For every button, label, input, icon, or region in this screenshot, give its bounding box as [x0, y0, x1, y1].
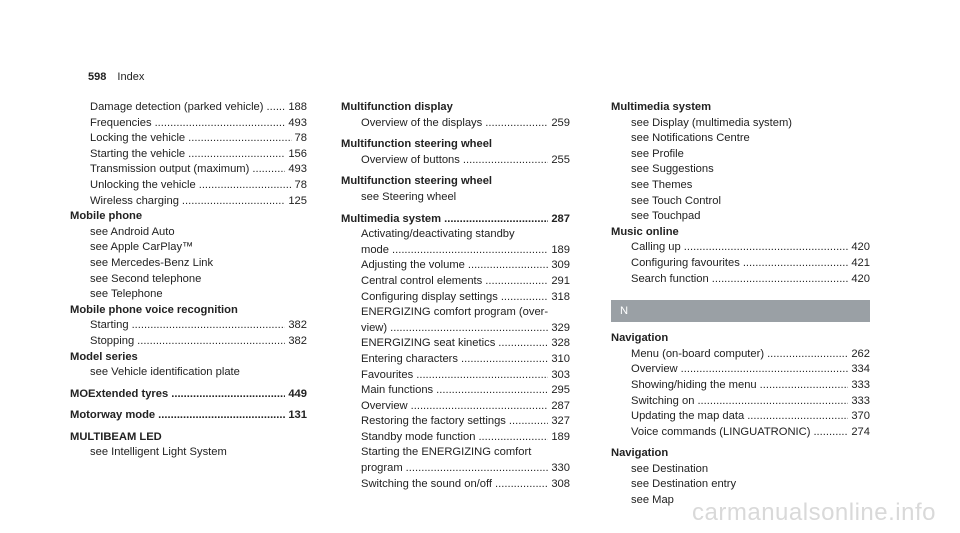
entry-text: Voice commands (LINGUATRONIC) — [631, 425, 811, 438]
entry-text: Switching on — [631, 394, 695, 407]
page-ref: 420 — [851, 272, 870, 285]
index-entry — [341, 274, 570, 290]
index-heading — [70, 350, 307, 366]
entry-text: see Intelligent Light System — [90, 446, 227, 459]
leader-dots — [436, 383, 548, 399]
leader-dots — [767, 347, 848, 363]
entry-text: Activating/deactivating standby — [361, 228, 515, 241]
entry-text: MOExtended tyres — [70, 387, 169, 400]
leader-dots — [182, 194, 285, 210]
entry-text: Transmission output (maximum) — [90, 163, 250, 176]
entry-text: Overview of buttons — [361, 153, 460, 166]
leader-dots — [712, 272, 849, 288]
page-header — [88, 70, 144, 86]
leader-dots — [485, 116, 548, 132]
page-ref: 318 — [551, 290, 570, 303]
index-entry — [341, 321, 570, 337]
index-entry — [341, 336, 570, 352]
entry-text: Mobile phone — [70, 210, 143, 223]
index-entry — [611, 162, 870, 178]
entry-text: Updating the map data — [631, 410, 745, 423]
page-ref: 255 — [551, 153, 570, 166]
page-ref: 334 — [851, 363, 870, 376]
leader-dots — [392, 243, 548, 259]
entry-text: Starting the vehicle — [90, 147, 186, 160]
entry-text: view) — [361, 321, 388, 334]
entry-text: see Second telephone — [90, 272, 202, 285]
index-entry — [341, 430, 570, 446]
entry-text: Switching the sound on/off — [361, 477, 493, 490]
page-ref: 308 — [551, 477, 570, 490]
leader-dots — [132, 318, 286, 334]
index-entry — [611, 272, 870, 288]
entry-text: Navigation — [611, 447, 669, 460]
index-entry — [611, 256, 870, 272]
entry-text: Unlocking the vehicle — [90, 178, 196, 191]
page-ref: 328 — [551, 337, 570, 350]
page-ref: 131 — [288, 409, 307, 422]
index-column-2 — [341, 100, 570, 492]
index-heading — [341, 100, 570, 116]
entry-text: Overview of the displays — [361, 116, 483, 129]
page-ref: 262 — [851, 347, 870, 360]
entry-text: Mobile phone voice recognition — [70, 303, 238, 316]
entry-text: Locking the vehicle — [90, 132, 186, 145]
leader-dots — [406, 461, 549, 477]
index-entry — [611, 116, 870, 132]
index-entry — [70, 147, 307, 163]
leader-dots — [485, 274, 548, 290]
index-entry — [70, 100, 307, 116]
entry-text: Search function — [631, 272, 709, 285]
index-entry — [70, 116, 307, 132]
page-ref: 382 — [288, 319, 307, 332]
entry-text: ENERGIZING seat kinetics — [361, 337, 496, 350]
entry-text: Configuring favourites — [631, 256, 740, 269]
entry-text: Damage detection (parked vehicle) — [90, 101, 264, 113]
leader-dots — [155, 116, 286, 132]
entry-text: see Android Auto — [90, 225, 175, 238]
watermark: carmanualsonline.info — [692, 499, 936, 527]
index-entry — [70, 162, 307, 178]
index-entry — [70, 334, 307, 350]
index-entry — [341, 414, 570, 430]
entry-text: Adjusting the volume — [361, 259, 465, 272]
index-group-m — [611, 100, 870, 287]
entry-text: see Destination — [631, 462, 709, 475]
entry-text: Frequencies — [90, 116, 152, 129]
index-entry — [611, 178, 870, 194]
entry-text: see Steering wheel — [361, 190, 457, 203]
page-ref: 78 — [294, 178, 307, 191]
index-entry — [70, 365, 307, 381]
index-heading — [611, 225, 870, 241]
entry-text: Overview — [631, 363, 678, 376]
entry-text: Multimedia system — [611, 101, 712, 113]
entry-text: Overview — [361, 399, 408, 412]
entry-text: see Mercedes-Benz Link — [90, 256, 214, 269]
entry-text: Entering characters — [361, 352, 459, 365]
index-entry — [70, 131, 307, 147]
index-entry — [611, 425, 870, 441]
index-entry — [611, 477, 870, 493]
leader-dots — [681, 362, 849, 378]
index-entry — [611, 378, 870, 394]
page-ref: 303 — [551, 368, 570, 381]
entry-text: Multifunction steering wheel — [341, 175, 493, 188]
entry-text: Favourites — [361, 368, 414, 381]
entry-text: see Display (multimedia system) — [631, 116, 793, 129]
index-entry — [611, 147, 870, 163]
entry-text: Stopping — [90, 334, 135, 347]
leader-dots — [158, 408, 285, 424]
page-ref: 493 — [288, 163, 307, 176]
entry-text: see Profile — [631, 147, 684, 160]
entry-text: Music online — [611, 225, 679, 238]
page-ref: 274 — [851, 425, 870, 438]
index-entry — [611, 394, 870, 410]
index-entry — [341, 477, 570, 493]
page-ref: 156 — [288, 147, 307, 160]
index-entry — [70, 272, 307, 288]
leader-dots — [416, 368, 548, 384]
page-ref: 333 — [851, 394, 870, 407]
entry-text: Multimedia system — [341, 212, 442, 225]
entry-text: Multifunction steering wheel — [341, 138, 493, 151]
leader-dots — [463, 153, 548, 169]
leader-dots — [760, 378, 849, 394]
index-entry — [341, 352, 570, 368]
page-ref: 287 — [551, 212, 570, 225]
index-entry — [341, 445, 570, 461]
leader-dots — [390, 321, 548, 337]
page-number: 598 — [88, 71, 107, 83]
entry-text: Wireless charging — [90, 194, 179, 207]
page-ref: 330 — [551, 462, 570, 475]
index-heading — [341, 137, 570, 153]
index-column-1 — [70, 100, 307, 461]
index-entry — [70, 445, 307, 461]
index-entry — [341, 116, 570, 132]
index-entry — [611, 131, 870, 147]
index-entry — [611, 362, 870, 378]
entry-text: MULTIBEAM LED — [70, 430, 162, 443]
entry-text: Multifunction display — [341, 101, 453, 113]
index-heading — [611, 331, 870, 347]
entry-text: see Notifications Centre — [631, 132, 750, 145]
index-entry — [70, 287, 307, 303]
entry-text: see Suggestions — [631, 163, 714, 176]
index-entry — [611, 240, 870, 256]
leader-dots — [478, 430, 548, 446]
page-ref: 287 — [551, 399, 570, 412]
leader-dots — [411, 399, 549, 415]
entry-text: see Touchpad — [631, 210, 701, 223]
page-ref: 382 — [288, 334, 307, 347]
page-ref: 370 — [851, 410, 870, 423]
index-heading — [70, 209, 307, 225]
page-ref: 327 — [551, 415, 570, 428]
leader-dots — [468, 258, 548, 274]
index-entry — [70, 178, 307, 194]
entry-text: Standby mode function — [361, 430, 476, 443]
entry-text: mode — [361, 243, 389, 256]
page-ref: 125 — [288, 194, 307, 207]
entry-text: Menu (on-board computer) — [631, 347, 765, 360]
entry-text: Starting — [90, 319, 129, 332]
leader-dots — [252, 162, 285, 178]
entry-text: Navigation — [611, 332, 669, 345]
page-ref: 189 — [551, 243, 570, 256]
index-entry — [341, 243, 570, 259]
index-entry — [341, 461, 570, 477]
page-ref: 291 — [551, 274, 570, 287]
entry-text: Main functions — [361, 384, 434, 397]
entry-text: see Map — [631, 494, 674, 507]
page-ref: 333 — [851, 378, 870, 391]
page-ref: 78 — [294, 132, 307, 145]
leader-dots — [188, 131, 291, 147]
index-entry — [611, 194, 870, 210]
leader-dots — [171, 387, 285, 403]
index-entry — [611, 462, 870, 478]
page-ref: 259 — [551, 116, 570, 129]
index-entry — [341, 368, 570, 384]
entry-text: Model series — [70, 350, 138, 363]
entry-text: Motorway mode — [70, 409, 156, 422]
index-entry — [611, 209, 870, 225]
leader-dots — [199, 178, 292, 194]
index-entry — [70, 256, 307, 272]
leader-dots — [267, 100, 286, 116]
entry-text: Restoring the factory settings — [361, 415, 506, 428]
leader-dots — [509, 414, 548, 430]
entry-text: see Destination entry — [631, 478, 737, 491]
entry-text: Showing/hiding the menu — [631, 378, 757, 391]
entry-text: Configuring display settings — [361, 290, 498, 303]
entry-text: Central control elements — [361, 274, 483, 287]
page-ref: 310 — [551, 352, 570, 365]
entry-text: see Vehicle identification plate — [90, 366, 240, 379]
index-heading — [611, 446, 870, 462]
page-ref: 188 — [288, 101, 307, 113]
index-column-3 — [611, 100, 870, 509]
entry-text: see Touch Control — [631, 194, 721, 207]
index-heading — [70, 408, 307, 424]
index-entry — [341, 290, 570, 306]
index-entry — [341, 258, 570, 274]
page-ref: 309 — [551, 259, 570, 272]
index-heading — [341, 174, 570, 190]
index-group-n — [611, 331, 870, 509]
leader-dots — [461, 352, 548, 368]
index-heading — [70, 387, 307, 403]
leader-dots — [444, 212, 548, 228]
entry-text: Starting the ENERGIZING comfort — [361, 446, 532, 459]
entry-text: ENERGIZING comfort program (over- — [361, 306, 549, 319]
letter-divider-n: N — [611, 300, 870, 322]
index-entry — [341, 305, 570, 321]
entry-text: see Apple CarPlay™ — [90, 241, 194, 254]
page-ref: 295 — [551, 384, 570, 397]
page-ref: 421 — [851, 256, 870, 269]
index-heading — [611, 100, 870, 116]
index-entry — [611, 409, 870, 425]
leader-dots — [813, 425, 848, 441]
entry-text: see Themes — [631, 178, 693, 191]
index-entry — [341, 383, 570, 399]
leader-dots — [684, 240, 849, 256]
index-entry — [70, 225, 307, 241]
leader-dots — [188, 147, 285, 163]
index-entry — [611, 347, 870, 363]
entry-text: program — [361, 462, 403, 475]
leader-dots — [495, 477, 548, 493]
leader-dots — [501, 290, 549, 306]
index-entry — [341, 190, 570, 206]
page-ref: 420 — [851, 241, 870, 254]
index-entry — [70, 194, 307, 210]
leader-dots — [747, 409, 848, 425]
page-ref: 329 — [551, 321, 570, 334]
index-heading — [70, 430, 307, 446]
leader-dots — [498, 336, 548, 352]
index-heading — [341, 212, 570, 228]
index-entry — [70, 240, 307, 256]
page-ref: 493 — [288, 116, 307, 129]
index-entry — [341, 227, 570, 243]
entry-text: see Telephone — [90, 288, 163, 301]
page-ref: 189 — [551, 430, 570, 443]
index-entry — [341, 399, 570, 415]
index-entry — [341, 153, 570, 169]
index-heading — [70, 303, 307, 319]
index-entry — [70, 318, 307, 334]
entry-text: Calling up — [631, 241, 681, 254]
section-title: Index — [117, 71, 145, 83]
leader-dots — [743, 256, 849, 272]
page-ref: 449 — [288, 387, 307, 400]
leader-dots — [137, 334, 285, 350]
leader-dots — [697, 394, 848, 410]
